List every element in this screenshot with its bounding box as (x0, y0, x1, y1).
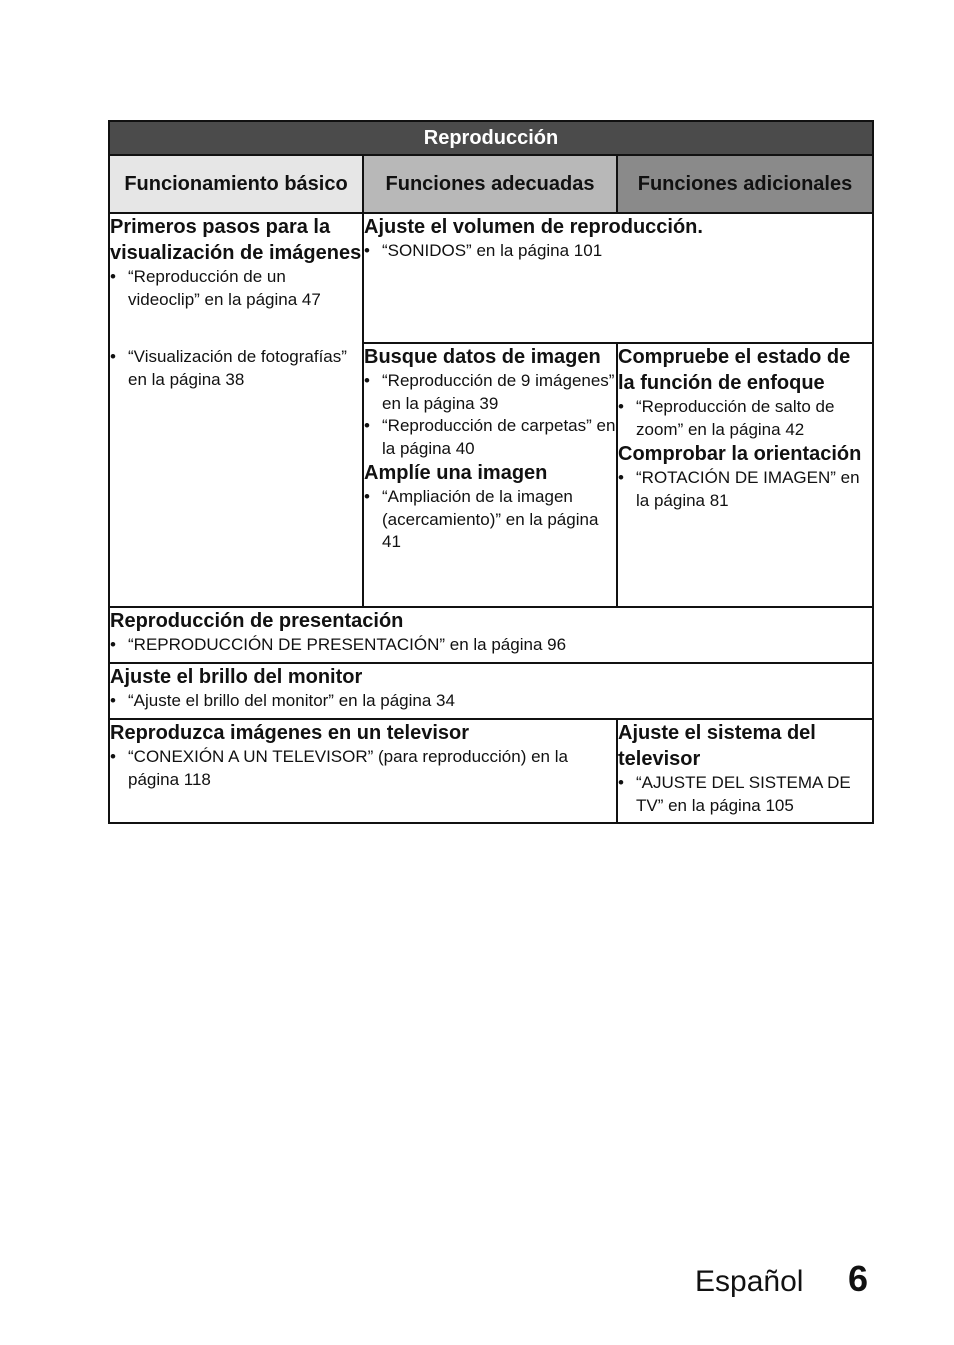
page-number: 6 (848, 1258, 869, 1299)
list-item: • “ROTACIÓN DE IMAGEN” en la página 81 (618, 468, 860, 510)
row1-suitable-heading: Ajuste el volumen de reproducción. (364, 216, 703, 238)
row5-right-heading: Ajuste el sistema del televisor (618, 722, 816, 770)
row3-heading: Reproducción de presentación (110, 610, 404, 632)
header-basic-operation: Funcionamiento básico (109, 155, 363, 213)
row5-left-cell (109, 719, 617, 823)
list-item: • “Reproducción de carpetas” en la página 40 (364, 416, 616, 458)
row2-additional-heading-1: Compruebe el estado de la función de enfoque (618, 346, 851, 394)
reference-link[interactable]: “SONIDOS” en la página 101 (382, 241, 603, 260)
list-item: • “Reproducción de un videoclip” en la página 47 (110, 267, 321, 309)
row1-basic-cell (109, 213, 363, 343)
header-suitable-functions: Funciones adecuadas (363, 155, 617, 213)
reference-link[interactable]: “Reproducción de carpetas” en la página 40 (382, 416, 616, 458)
list-item: • “Reproducción de salto de zoom” en la página 42 (618, 397, 835, 439)
row5-right-cell (617, 719, 873, 823)
list-item: • “Reproducción de 9 imágenes” en la página 39 (364, 371, 615, 413)
list-item: • “Ajuste el brillo del monitor” en la página 34 (110, 691, 455, 710)
reference-link[interactable]: “Ampliación de la imagen (acercamiento)” en la página 41 (382, 487, 599, 551)
table-title: Reproducción (109, 121, 873, 155)
row1-suitable-cell (363, 213, 873, 343)
row5-left-heading: Reproduzca imágenes en un televisor (110, 722, 469, 744)
header-additional-functions: Funciones adicionales (617, 155, 873, 213)
row4-cell (109, 663, 873, 719)
reference-link[interactable]: “AJUSTE DEL SISTEMA DE TV” en la página 105 (636, 773, 851, 815)
row2-additional-heading-2: Comprobar la orientación (618, 443, 862, 465)
list-item: • “REPRODUCCIÓN DE PRESENTACIÓN” en la página 96 (110, 635, 567, 654)
list-item: • “Ampliación de la imagen (acercamiento)” en la página 41 (364, 487, 599, 551)
row2-suitable-cell (363, 343, 617, 607)
reference-link[interactable]: “Visualización de fotografías” en la página 38 (128, 347, 347, 389)
list-item: • “AJUSTE DEL SISTEMA DE TV” en la página 105 (618, 773, 851, 815)
list-item: • “Visualización de fotografías” en la página 38 (110, 347, 347, 389)
footer-language: Español (695, 1265, 804, 1298)
reference-link[interactable]: “ROTACIÓN DE IMAGEN” en la página 81 (636, 468, 860, 510)
reference-link[interactable]: “Reproducción de salto de zoom” en la página 42 (636, 397, 835, 439)
reference-link[interactable]: “CONEXIÓN A UN TELEVISOR” (para reproducción) en la página 118 (128, 747, 568, 789)
row2-additional-cell (617, 343, 873, 607)
row3-cell (109, 607, 873, 663)
reference-link[interactable]: “REPRODUCCIÓN DE PRESENTACIÓN” en la página 96 (128, 635, 567, 654)
reference-link[interactable]: “Ajuste el brillo del monitor” en la página 34 (128, 691, 455, 710)
row4-heading: Ajuste el brillo del monitor (110, 666, 363, 688)
row2-suitable-heading-1: Busque datos de imagen (364, 346, 601, 368)
reference-link[interactable]: “Reproducción de un videoclip” en la página 47 (128, 267, 321, 309)
list-item: • “SONIDOS” en la página 101 (364, 241, 603, 260)
row2-basic-cell (109, 343, 363, 607)
row1-basic-heading: Primeros pasos para la visualización de imágenes (110, 216, 362, 264)
list-item: • “CONEXIÓN A UN TELEVISOR” (para reproducción) en la página 118 (110, 747, 568, 789)
playback-table (108, 120, 874, 824)
row2-suitable-heading-2: Amplíe una imagen (364, 462, 548, 484)
reference-link[interactable]: “Reproducción de 9 imágenes” en la página 39 (382, 371, 615, 413)
